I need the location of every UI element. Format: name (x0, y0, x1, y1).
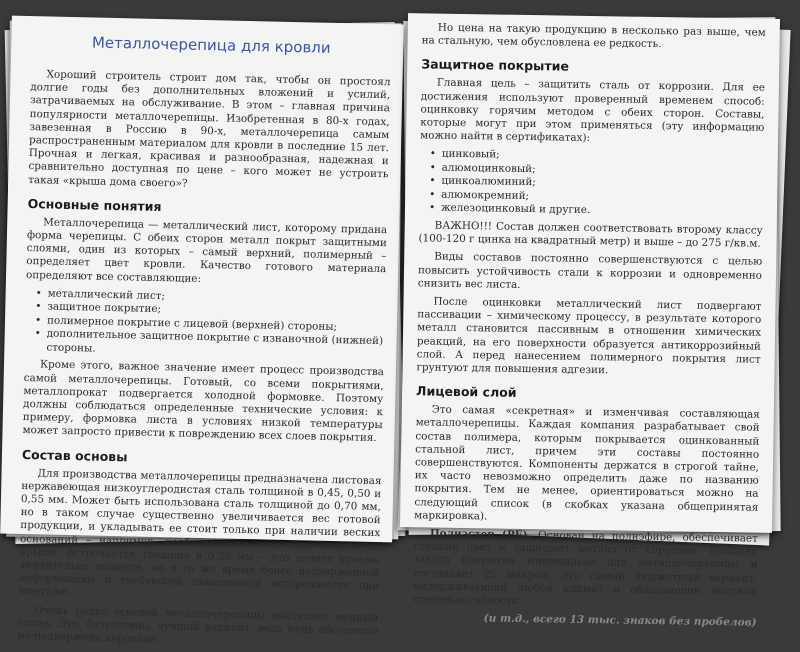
basics-paragraph-1: Металлочерепица — металлический лист, которому придана форма черепицы. С обеих сторон металл покрыт защитными слоями, один из которых – самый верхний, полимерный – определяет цвет кровли. Качество готового материала определяют все составляющие: (25, 216, 388, 285)
section-heading-face-layer: Лицевой слой (416, 383, 517, 401)
list-item: • цинковый; (420, 148, 764, 167)
section-heading-base: Состав основы (21, 446, 128, 464)
article-title: Металлочерепица для кровли (91, 33, 331, 57)
face-layer-paragraph-1: Это самая «секретная» и изменчивая составляющая металлочерепицы. Каждая компания разрабатывает свой состав полимера, которым покрывается оцинкованный стальной лист, причем эти составы постоянно совершенствуются. Компоненты держатся в строгой тайне, их часто невозможно определить даже по названию покрытия. Тем не менее, ориентироваться можно на следующий список (в скобках указана общепринятая маркировка). (414, 403, 760, 523)
polyester-description: Основан на полиэфире, обеспечивает стойкий цвет и защищает металл от коррозии. Толщина такого покрытия минимальна для металлочерепицы и составляет 25 микрон. Это самый бюджетный вариант, выдерживающий любой климат и обладающий высокой степенью гибкости. (412, 529, 758, 608)
components-list (24, 287, 385, 363)
footnote: (и т.д., всего 13 тыс. знаков без пробелов) (483, 612, 757, 629)
protection-paragraph-4: После оцинковки металлический лист подвергают пассивации – химическому процессу, в результате которого металл становится пассивным в отношении химических реакций, на его поверхности образуется антикоррозийный слой. А перед нанесением полимерного покрытия лист грунтуют для повышения адгезии. (416, 295, 762, 377)
base-paragraph-1: Для производства металлочерепицы предназначена листовая нержавеющая низкоуглеродистая сталь толщиной в 0,45, 0,50 и 0,55 мм. Может быть использована сталь толщиной до 0,70 мм, но в таком случае существенно увеличивается вес готовой продукции, и укладывать ее стоит только при наличии веских оснований – например, необходимости постоянно ходить по крыше. Встречается толщина в 0,35 мм – что делает кровлю значительно дешевле, но в то же время более подверженной деформациям и требующей повышенной осторожности при монтаже. (18, 466, 382, 599)
list-item: • железоцинковый и другие. (419, 202, 763, 221)
important-note: ВАЖНО!!! Состав должен соответствовать второму классу (100-120 г цинка на квадратный метр) и выше – до 275 г/кв.м. (418, 219, 763, 250)
coatings-list (419, 148, 764, 221)
basics-paragraph-2: Кроме этого, важное значение имеет процесс производства самой металлочерепицы. Готовый, со всеми покрытиями, металлопрокат подвергается холодной формовке. Поэтому должны соблюдаться определенные технические условия: к примеру, формовка листа в условиях низкой температуры может запросто привести к повреждению всех слоев покрытия. (22, 358, 385, 445)
intro-paragraph: Хороший строитель строит дом так, чтобы он простоял долгие годы без дополнительных вложений и усилий, затрачиваемых на обслуживание. В этом – главная причина популярности металлочерепицы. Изобретенная в 80-х годах, завезенная в Россию в 90-х, металлочерепица самым распространенным материалом для кровли в последние 15 лет. Прочная и легкая, красивая и разнообразная, надежная и сравнительно доступная по цене – кого может не устроить такая «крыша дома своего»? (28, 68, 391, 190)
list-item: • алюмоцинковый; (420, 161, 764, 180)
list-item: • полимерное покрытие с лицевой (верхней) стороны; (25, 314, 385, 336)
base-paragraph-2: Очень редко основой металлочерепицы выступает медный сплав. Это, безусловно, лучший вариант, ведь медь абсолютно не подвержена коррозии. (17, 603, 379, 646)
section-heading-protection: Защитное покрытие (421, 56, 569, 75)
section-heading-basics: Основные понятия (27, 195, 162, 214)
list-item: • дополнительное защитное покрытие с изнаночной (нижней) стороны. (24, 327, 385, 362)
list-item: • цинкоалюминий; (419, 175, 763, 194)
left-page (0, 16, 404, 646)
list-item: • защитное покрытие; (25, 300, 385, 322)
face-layer-paragraph-2 (413, 527, 758, 612)
protection-paragraph-3: Виды составов постоянно совершенствуются с целью повысить устойчивость стали к коррозии и одновременно снизить вес листа. (417, 250, 763, 291)
right-page (400, 13, 780, 629)
list-item: • алюмокремний; (419, 188, 763, 207)
polyester-term: Полиэстер (PE). (429, 527, 532, 542)
list-item: • металлический лист; (25, 287, 385, 309)
continuation-paragraph: Но цена на такую продукцию в несколько раз выше, чем на стальную, чем обусловлена ее редкость. (421, 21, 766, 51)
protection-paragraph-1: Главная цель – защитить сталь от коррозии. Для ее достижения используют проверенный временем способ: оцинковку горячим методом с обеих сторон. Составы, которые могут при этом применяться (эту информацию можно найти в сертификатах): (420, 76, 766, 145)
